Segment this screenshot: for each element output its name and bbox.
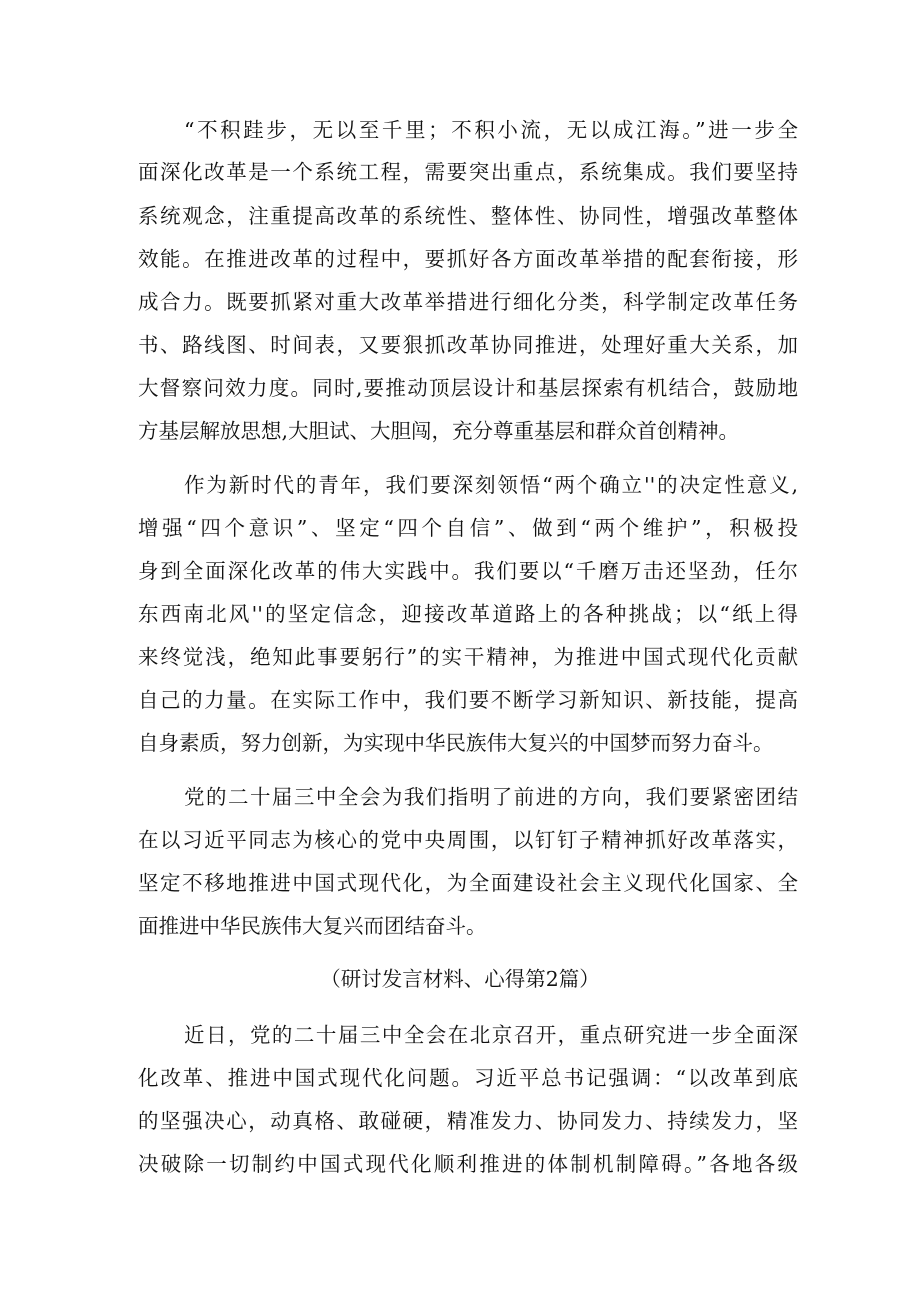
text-line: 效能。在推进改革的过程中，要抓好各方面改革举措的配套衔接，形	[138, 247, 798, 271]
text-line: 的坚强决心，动真格、敢碰硬，精准发力、协同发力、持续发力，坚	[138, 1109, 798, 1133]
text-line: “不积跬步，无以至千里；不积小流，无以成江海。”进一步全	[184, 118, 798, 142]
text-line: 决破除一切制约中国式现代化顺利推进的体制机制障碍。”各地各级	[138, 1152, 798, 1176]
text-line: 方基层解放思想,大胆试、大胆闯，充分尊重基层和群众首创精神。	[138, 419, 740, 443]
text-line: 身到全面深化改革的伟大实践中。我们要以“千磨万击还坚劲，任尔	[138, 559, 798, 583]
text-line: 系统观念，注重提高改革的系统性、整体性、协同性，增强改革整体	[138, 204, 798, 228]
text-line: 在以习近平同志为核心的党中央周围，以钉钉子精神抓好改革落实，	[138, 828, 798, 852]
text-line: 党的二十届三中全会为我们指明了前进的方向，我们要紧密团结	[184, 785, 798, 809]
text-line: 面推进中华民族伟大复兴而团结奋斗。	[138, 914, 487, 938]
text-line: 东西南北风''的坚定信念，迎接改革道路上的各种挑战；以“纸上得	[138, 602, 798, 626]
text-line: 自己的力量。在实际工作中，我们要不断学习新知识、新技能，提高	[138, 688, 798, 712]
text-line: 面深化改革是一个系统工程，需要突出重点，系统集成。我们要坚持	[138, 160, 798, 184]
text-line: 成合力。既要抓紧对重大改革举措进行细化分类，科学制定改革任务	[138, 290, 798, 314]
text-line: 书、路线图、时间表，又要狠抓改革协同推进，处理好重大关系，加	[138, 333, 798, 357]
text-line: 自身素质，努力创新，为实现中华民族伟大复兴的中国梦而努力奋斗。	[138, 731, 774, 755]
text-line: 大督察问效力度。同时,要推动顶层设计和基层探索有机结合，鼓励地	[138, 376, 798, 400]
text-line: 作为新时代的青年，我们要深刻领悟“两个确立''的决定性意义,	[184, 473, 798, 497]
text-line: 来终觉浅，绝知此事要躬行”的实干精神，为推进中国式现代化贡献	[138, 645, 798, 669]
text-line: 增强“四个意识”、坚定“四个自信”、做到“两个维护”，积极投	[138, 516, 798, 540]
text-line: 近日，党的二十届三中全会在北京召开，重点研究进一步全面深	[184, 1023, 798, 1047]
section-heading: （研讨发言材料、心得第2篇）	[320, 967, 600, 991]
text-line: 坚定不移地推进中国式现代化，为全面建设社会主义现代化国家、全	[138, 871, 798, 895]
text-line: 化改革、推进中国式现代化问题。习近平总书记强调：“以改革到底	[138, 1066, 798, 1090]
